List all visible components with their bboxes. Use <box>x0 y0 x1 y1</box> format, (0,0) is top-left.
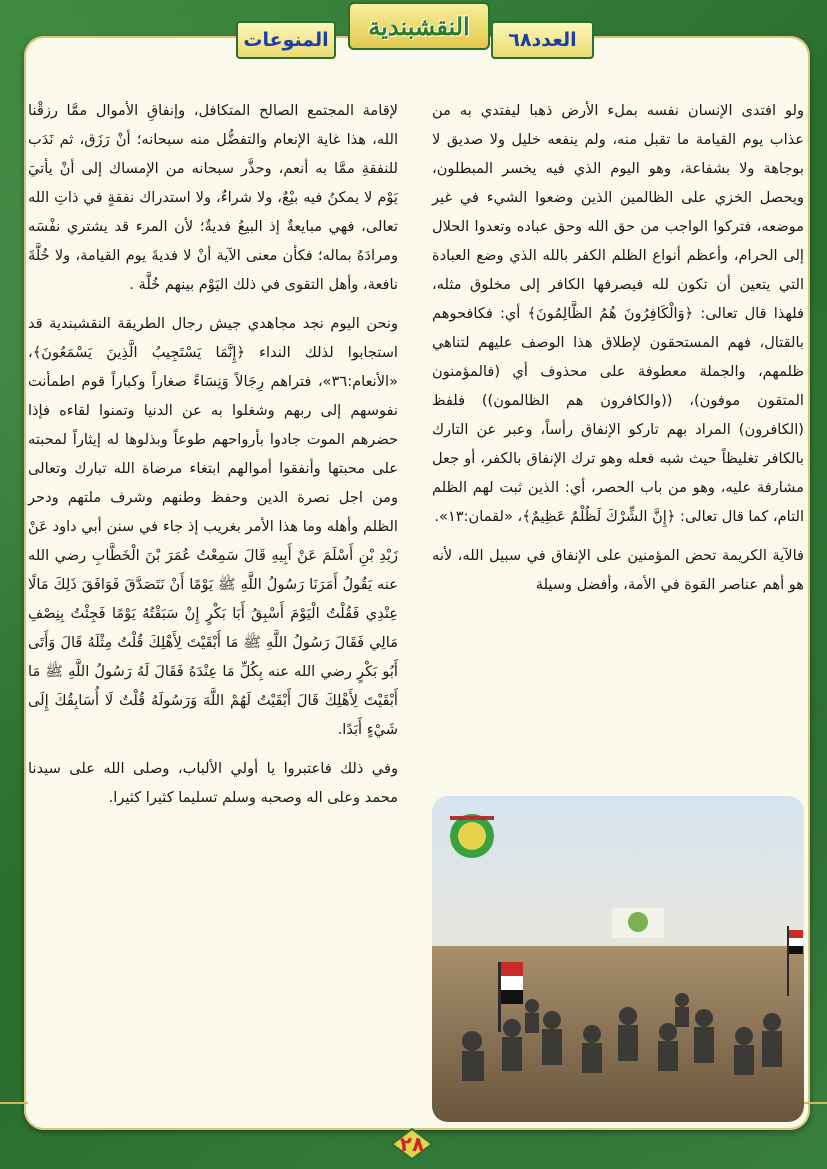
page-number <box>391 1128 433 1160</box>
right-column <box>432 96 804 609</box>
magazine-title: النقشبندية <box>348 2 490 50</box>
issue-number: العدد٦٨ <box>491 21 594 59</box>
decorative-line <box>0 1102 28 1104</box>
decorative-line <box>800 1102 827 1104</box>
paragraph: ونحن اليوم نجد مجاهدي جيش رجال الطريقة النقشبندية قد استجابوا لذلك النداء ﴿إِنَّمَا يَسْتَجِيبُ الَّذِينَ يَسْمَعُونَ﴾، «الأنعام:٣٦»، فتراهم رِجَالاً وَنِسَاءً صغاراً وكباراً قوم اطمأنت نفوسهم إلى ربهم وشغلوا به عن الدنيا وتمنوا لقاءه فإذا حضرهم الموت جادوا بأرواحهم طوعاً وبذلوها له إيثاراً لمحبته على محبتها وأنفقوا أموالهم ابتغاء مرضاة الله تبارك وتعالى ومن اجل نصرة الدين وحفظ وطنهم وشرف ملتهم ودحر الظلم وأهله وما هذا الأمر بغريب إذ جاء في سنن أبي داود عَنْ زَيْدِ بْنِ أَسْلَمَ عَنْ أَبِيهِ قَالَ سَمِعْتُ عُمَرَ بْنَ الْخَطَّابِ رضي الله عنه يَقُولُ أَمَرَنَا رَسُولُ اللَّهِ ﷺ يَوْمًا أَنْ نَتَصَدَّقَ فَوَافَقَ ذَلِكَ مَالًا عِنْدِي فَقُلْتُ الْيَوْمَ أَسْبِقُ أَبَا بَكْرٍ إِنْ سَبَقْتُهُ يَوْمًا فَجِئْتُ بِنِصْفِ مَالِي فَقَالَ رَسُولُ اللَّهِ ﷺ مَا أَبْقَيْتَ لِأَهْلِكَ قُلْتُ مِثْلَهُ قَالَ وَأَتَى أَبُو بَكْرٍ رضي الله عنه بِكُلِّ مَا عِنْدَهُ فَقَالَ لَهُ رَسُولُ اللَّهِ ﷺ مَا أَبْقَيْتَ لِأَهْلِكَ قَالَ أَبْقَيْتُ لَهُمْ اللَّهَ وَرَسُولَهُ قُلْتُ لَا أُسَابِقُكَ إِلَى شَيْءٍ أَبَدًا. <box>28 315 398 738</box>
photo-illustration <box>432 796 804 1122</box>
paragraph: وفي ذلك فاعتبروا يا أولي الألباب، وصلى الله على سيدنا محمد وعلى اله وصحبه وسلم تسليما كثيرا كثيرا. <box>28 760 398 806</box>
paragraph: لإقامة المجتمع الصالح المتكافل، وإنفاقِ الأموال ممَّا رزقْنا الله، هذا غاية الإنعام والتفضُّل منه سبحانه؛ أنْ رَزَق، ثم نَدَب للنفقةِ ممَّا به أنعم، وحذَّر سبحانه من الإمساك إلى أنْ يأتيَ يَوْم لا يمكنُ فيه بيْعٌ، ولا شراءٌ، ولا استدراك نفقةٍ في ذاتِ الله تعالى، فهي مبايعةٌ إذ البيعُ فديةٌ؛ لأن المرء قد يشتري نفْسَه ومرادَهُ بماله؛ فكأن معنى الآية أنْ لا فديةَ يوم القيامة، ولا خُلَّةَ نافعة، وأهل التقوى في ذلك اليَوْم بينهم خُلَّة . <box>28 102 398 293</box>
paragraph: فالآية الكريمة تحض المؤمنين على الإنفاق في سبيل الله، لأنه هو أهم عناصر القوة في الأمة، وأفضل وسيلة <box>432 547 804 593</box>
article-photo <box>432 796 804 1122</box>
section-name: المنوعات <box>236 21 336 59</box>
left-column <box>28 96 398 822</box>
paragraph: ولو افتدى الإنسان نفسه بملء الأرض ذهبا ليفتدي به من عذاب يوم القيامة ما تقبل منه، ولم ينفعه خليل ولا صديق لا بوجاهة ولا بشفاعة، وهو اليوم الذي فيه يخسر المبطلون، ويحصل الخزي على الظالمين الذين وضعوا الشيء في غير موضعه، فتركوا الواجب من حق الله وحق عباده وتعدوا الحلال إلى الحرام، وأعظم أنواع الظلم الكفر بالله الذي وضع العبادة التي يتعين أن تكون لله فيصرفها الكافر إلى مخلوق مثله، فلهذا قال تعالى: ﴿وَالْكَافِرُونَ هُمُ الظَّالِمُونَ﴾ أي: فكافحوهم بالقتال، فهم المستحقون لإطلاق هذا الوصف عليهم لتناهي ظلمهم، والجملة معطوفة على محذوف أي (فالمؤمنون المتقون موفون)، ((والكافرون هم الظالمون)) فلفظ (الكافرون) المراد بهم تاركو الإنفاق رأساً، وعبر عن التارك بالكافر تغليظاً حيث شبه فعله وهو ترك الإنفاق بالكفر، أو جعل مشارفة عليه، وهو من باب الحصر، أي: الذين ثبت لهم الظلم التام، كما قال تعالى: ﴿إِنَّ الشِّرْكَ لَظُلْمٌ عَظِيمٌ﴾، «لقمان:١٣». <box>432 102 804 525</box>
page-number-text: ٢٨ <box>399 1132 425 1156</box>
